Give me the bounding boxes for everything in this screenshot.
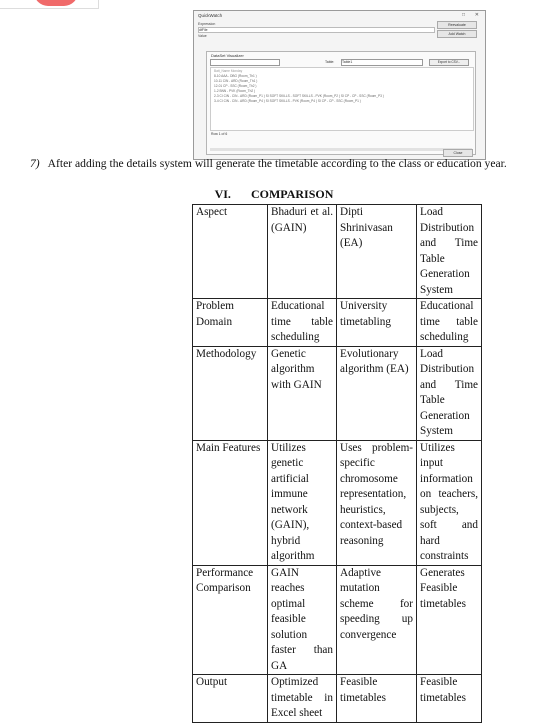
table-cell: Utilizes genetic artificial immune network (GAIN), hybrid algorithm: [268, 440, 337, 565]
section-title: COMPARISON: [250, 187, 334, 201]
expression-field: dtFile: [198, 27, 435, 33]
logo-crop: [0, 0, 99, 9]
table-row: [193, 299, 482, 347]
table-row: [193, 675, 482, 723]
expression-label: Expression: [198, 22, 216, 26]
table-cell: GAIN reaches optimal feasible solution faster than GA: [268, 565, 337, 675]
table-cell: Methodology: [193, 346, 268, 440]
value-label: Value: [198, 34, 207, 38]
comparison-table: [192, 204, 482, 723]
table-label: Table:: [325, 60, 335, 64]
table-cell: Educational time table scheduling: [268, 299, 337, 347]
table-cell: Output: [193, 675, 268, 723]
maximize-icon: □: [461, 12, 465, 18]
header-cell: Aspect: [193, 205, 268, 299]
dataset-visualizer: [206, 51, 476, 155]
caption-text: After adding the details system will generate the timetable according to the class or education year.: [47, 157, 507, 170]
horizontal-scrollbar: [210, 148, 472, 151]
table-cell: Feasible timetables: [417, 675, 482, 723]
table-select: Table1: [341, 59, 423, 66]
export-csv-button: Export to CSV...: [429, 59, 469, 66]
reevaluate-button: Reevaluate: [437, 21, 477, 29]
figure-caption: [30, 157, 507, 170]
header-cell: Bhaduri et al. (GAIN): [268, 205, 337, 299]
table-cell: Performance Comparison: [193, 565, 268, 675]
table-cell: Main Features: [193, 440, 268, 565]
table-row: [193, 440, 482, 565]
table-cell: Utilizes input information on teachers, subjects, soft and hard constraints: [417, 440, 482, 565]
table-cell: Optimized timetable in Excel sheet: [268, 675, 337, 723]
grid-row: 12-01 CP - SSC (Room_Th2 ): [214, 84, 257, 88]
grid-row: 2-3 CI CIN - CIN - ARD (Room_P1 ) SI SOFT SKILLS - SOFT SKILLS - PVK (Room_P2 ) SI CP - CP - SSC (Room_P3 ): [214, 94, 384, 98]
table-row: [193, 346, 482, 440]
grid-row: 3-4 CI CIN - CIN - ARD (Room_P4 ) SI SOFT SKILLS - PVK (Room_P4 ) SI CP - CP - SSC (Room_P1 ): [214, 99, 361, 103]
table-cell: Feasible timetables: [337, 675, 417, 723]
quickwatch-window: [193, 10, 486, 160]
section-heading: [0, 187, 548, 202]
table-cell: Adaptive mutation scheme for speeding up convergence: [337, 565, 417, 675]
row-status: Row 1 of 6: [211, 132, 228, 136]
grid-search-field: [210, 59, 280, 66]
grid-row: 10-11 CIN - ARD (Room_Th1 ): [214, 79, 258, 83]
grid-row: 1-2 BNN - PVK (Room_Th2 ): [214, 89, 256, 93]
section-number: VI.: [214, 187, 231, 201]
close-button: Close: [443, 149, 473, 157]
close-icon: ✕: [474, 12, 479, 18]
table-cell: Problem Domain: [193, 299, 268, 347]
table-cell: Educational time table scheduling: [417, 299, 482, 347]
add-watch-button: Add Watch: [437, 30, 477, 38]
table-cell: Genetic algorithm with GAIN: [268, 346, 337, 440]
table-cell: Load Distribution and Time Table Generation System: [417, 346, 482, 440]
table-cell: Generates Feasible timetables: [417, 565, 482, 675]
logo-icon: [34, 0, 78, 6]
grid-row: 8-10 AAA - DBG (Room_Th1 ): [214, 74, 257, 78]
table-cell: Evolutionary algorithm (EA): [337, 346, 417, 440]
visualizer-title: DataSet Visualizer: [211, 53, 244, 58]
table-cell: University timetabling: [337, 299, 417, 347]
window-title: QuickWatch: [198, 13, 223, 18]
table-row: [193, 565, 482, 675]
table-cell: Uses problem-specific chromosome representation, heuristics, context-based reasoning: [337, 440, 417, 565]
header-cell: Load Distribution and Time Table Generation System: [417, 205, 482, 299]
table-header-row: [193, 205, 482, 299]
grid-header: Batt_Name Monday: [214, 69, 243, 73]
caption-number: 7): [30, 157, 40, 170]
data-grid: [210, 67, 474, 131]
header-cell: Dipti Shrinivasan (EA): [337, 205, 417, 299]
